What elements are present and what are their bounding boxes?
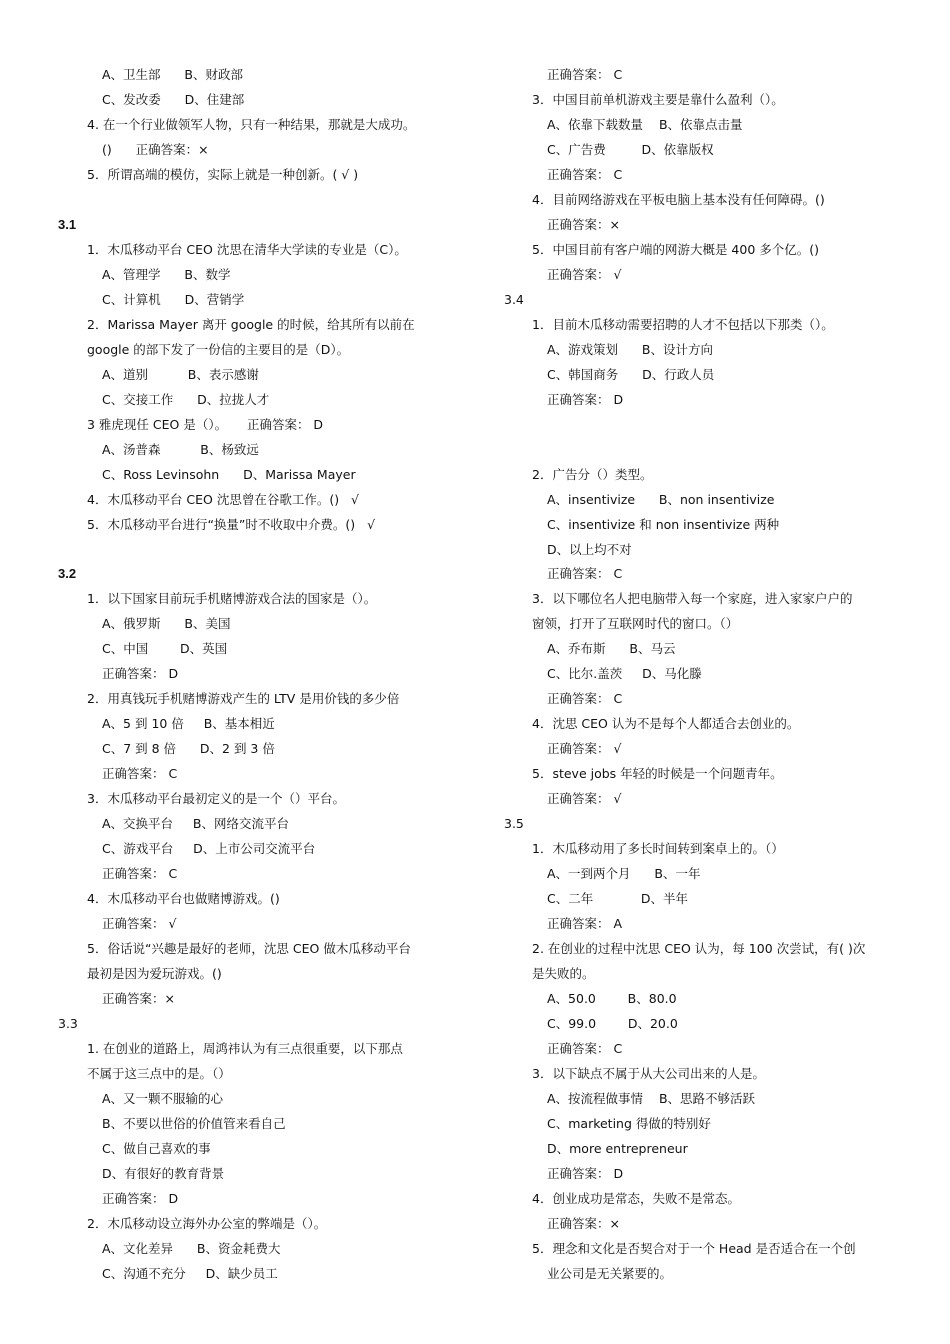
text-line: 2．木瓜移动设立海外办公室的弊端是（）。 [87, 1216, 327, 1231]
text-line: 3．以下哪位名人把电脑带入每一个家庭，进入家家户户的 [532, 591, 853, 606]
text-line: A、50.0 B、80.0 [547, 991, 677, 1006]
text-line: D、以上均不对 [547, 542, 632, 557]
text-line: A、insentivize B、non insentivize [547, 492, 775, 507]
text-line: 4．目前网络游戏在平板电脑上基本没有任何障碍。() [532, 192, 825, 207]
text-line: 5．木瓜移动平台进行“换量”时不收取中介费。() √ [87, 517, 376, 532]
text-line: A、汤普森 B、杨致远 [102, 442, 259, 457]
text-line: 2．广告分（）类型。 [532, 467, 653, 482]
text-line: 5．俗话说“兴趣是最好的老师，沈思 CEO 做木瓜移动平台 [87, 941, 411, 956]
text-line: A、俄罗斯 B、美国 [102, 616, 231, 631]
text-line: 正确答案： D [547, 1166, 624, 1181]
text-line: 3．木瓜移动平台最初定义的是一个（）平台。 [87, 791, 345, 806]
text-line: C、比尔.盖茨 D、马化滕 [547, 666, 702, 681]
text-line: 5．理念和文化是否契合对于一个 Head 是否适合在一个创 [532, 1241, 856, 1256]
text-line: 3 雅虎现任 CEO 是（）。 正确答案： D [87, 417, 324, 432]
text-line: 正确答案： C [547, 1041, 623, 1056]
text-line: D、有很好的教育背景 [102, 1166, 225, 1181]
text-line: 3．以下缺点不属于从大公司出来的人是。 [532, 1066, 765, 1081]
text-line: C、marketing 得做的特别好 [547, 1116, 711, 1131]
text-line: A、游戏策划 B、设计方向 [547, 342, 713, 357]
text-line: 正确答案： D [102, 1191, 179, 1206]
text-line: 3．中国目前单机游戏主要是靠什么盈利（）。 [532, 92, 784, 107]
text-line: A、交换平台 B、网络交流平台 [102, 816, 289, 831]
text-line: D、more entrepreneur [547, 1141, 688, 1156]
text-line: A、5 到 10 倍 B、基本相近 [102, 716, 275, 731]
text-line: 2．Marissa Mayer 离开 google 的时候，给其所有以前在 [87, 317, 415, 332]
text-line: 不属于这三点中的是。（） [87, 1066, 231, 1081]
text-line: 4. 在一个行业做领军人物，只有一种结果，那就是大成功。 [87, 117, 416, 132]
text-line: 4．沈思 CEO 认为不是每个人都适合去创业的。 [532, 716, 800, 731]
text-line: C、中国 D、英国 [102, 641, 228, 656]
text-line: 2．用真钱玩手机赌博游戏产生的 LTV 是用价钱的多少倍 [87, 691, 400, 706]
text-line: () 正确答案：× [102, 142, 209, 157]
text-line: 5．中国目前有客户端的网游大概是 400 多个亿。() [532, 242, 820, 257]
text-line: 正确答案： C [102, 866, 178, 881]
section-heading: 3.2 [58, 566, 77, 581]
text-line: 5．所谓高端的模仿，实际上就是一种创新。( √ ) [87, 167, 359, 182]
text-line: 1．木瓜移动用了多长时间转到案卓上的。（） [532, 841, 784, 856]
text-line: C、沟通不充分 D、缺少员工 [102, 1266, 278, 1281]
text-line: 正确答案： √ [547, 267, 622, 282]
text-line: A、一到两个月 B、一年 [547, 866, 701, 881]
text-line: 正确答案：× [102, 991, 175, 1006]
text-line: 1．目前木瓜移动需要招聘的人才不包括以下那类（）。 [532, 317, 834, 332]
text-line: C、发改委 D、住建部 [102, 92, 245, 107]
text-line: 正确答案： A [547, 916, 623, 931]
text-line: C、insentivize 和 non insentivize 两种 [547, 517, 780, 532]
text-line: 业公司是无关紧要的。 [547, 1266, 673, 1281]
text-line: 3.4 [504, 292, 524, 307]
text-line: 正确答案： √ [102, 916, 177, 931]
text-line: 最初是因为爱玩游戏。() [87, 966, 222, 981]
text-line: 正确答案： √ [547, 791, 622, 806]
text-line: C、广告费 D、依靠版权 [547, 142, 714, 157]
text-line: C、做自己喜欢的事 [102, 1141, 211, 1156]
text-line: 1. 在创业的道路上，周鸿祎认为有三点很重要，以下那点 [87, 1041, 403, 1056]
text-line: C、计算机 D、营销学 [102, 292, 245, 307]
text-line: A、卫生部 B、财政部 [102, 67, 243, 82]
text-line: 是失败的。 [532, 966, 595, 981]
text-line: C、游戏平台 D、上市公司交流平台 [102, 841, 316, 856]
text-line: C、交接工作 D、拉拢人才 [102, 392, 270, 407]
text-line: A、道别 B、表示感谢 [102, 367, 259, 382]
section-heading: 3.1 [58, 217, 77, 232]
text-line: 正确答案：× [547, 1216, 620, 1231]
text-line: 正确答案： D [547, 392, 624, 407]
text-line: 正确答案： C [547, 67, 623, 82]
text-line: 1．木瓜移动平台 CEO 沈思在清华大学读的专业是（C）。 [87, 242, 407, 257]
text-line: 1．以下国家目前玩手机赌博游戏合法的国家是（）。 [87, 591, 377, 606]
text-line: C、99.0 D、20.0 [547, 1016, 678, 1031]
text-line: 正确答案： C [547, 167, 623, 182]
text-line: google 的部下发了一份信的主要目的是（D）。 [87, 342, 350, 357]
text-line: 4．木瓜移动平台 CEO 沈思曾在谷歌工作。() √ [87, 492, 360, 507]
text-line: 正确答案： √ [547, 741, 622, 756]
text-line: 3.3 [58, 1016, 78, 1031]
text-line: A、按流程做事情 B、思路不够活跃 [547, 1091, 756, 1106]
text-line: A、乔布斯 B、马云 [547, 641, 676, 656]
text-line: C、7 到 8 倍 D、2 到 3 倍 [102, 741, 275, 756]
text-line: 正确答案： D [102, 666, 179, 681]
text-line: 5．steve jobs 年轻的时候是一个问题青年。 [532, 766, 783, 781]
text-line: A、文化差异 B、资金耗费大 [102, 1241, 281, 1256]
text-line: C、二年 D、半年 [547, 891, 689, 906]
text-line: 正确答案： C [547, 566, 623, 581]
text-line: A、管理学 B、数学 [102, 267, 231, 282]
text-line: 2. 在创业的过程中沈思 CEO 认为，每 100 次尝试，有( )次 [532, 941, 866, 956]
text-line: 正确答案：× [547, 217, 620, 232]
text-line: A、依靠下载数量 B、依靠点击量 [547, 117, 743, 132]
text-line: 窗领，打开了互联网时代的窗口。（） [532, 616, 739, 631]
text-line: A、又一颗不服输的心 [102, 1091, 224, 1106]
text-line: 3.5 [504, 816, 524, 831]
text-line: B、不要以世俗的价值管来看自己 [102, 1116, 286, 1131]
text-line: C、韩国商务 D、行政人员 [547, 367, 715, 382]
text-line: 正确答案： C [547, 691, 623, 706]
text-line: 4．木瓜移动平台也做赌博游戏。() [87, 891, 280, 906]
text-line: C、Ross Levinsohn D、Marissa Mayer [102, 467, 356, 482]
text-line: 正确答案： C [102, 766, 178, 781]
text-line: 4．创业成功是常态，失败不是常态。 [532, 1191, 740, 1206]
